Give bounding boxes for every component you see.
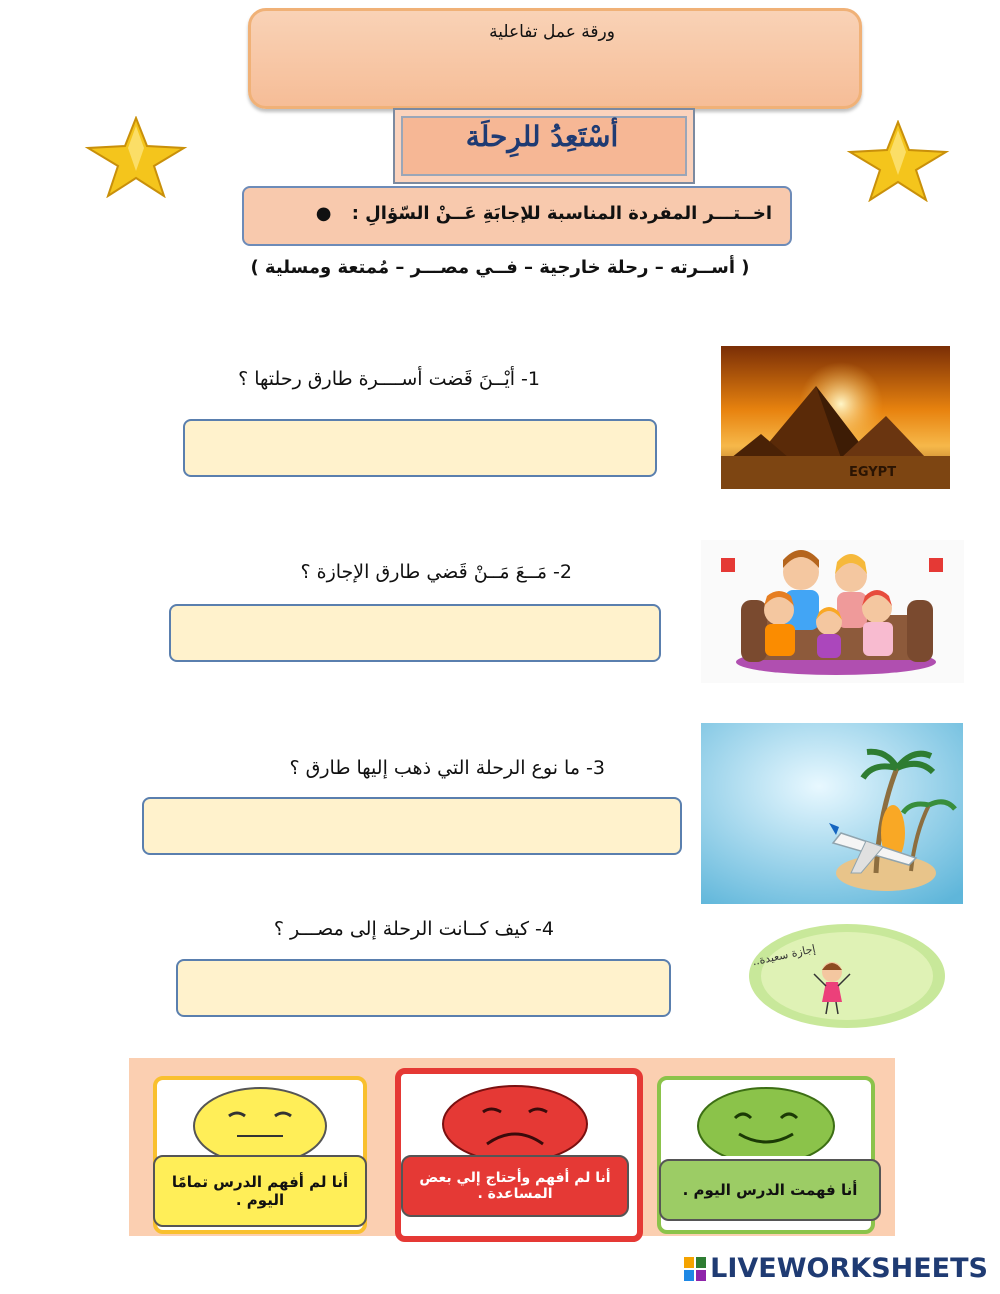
worksheet-subtitle: ورقة عمل تفاعلية [489,22,615,42]
feedback-label-happy: أنا فهمت الدرس اليوم . [659,1159,881,1221]
feedback-label-sad: أنا لم أفهم وأحتاج إلي بعض المساعدة . [401,1155,629,1217]
answer-field-3[interactable] [142,797,682,855]
egypt-label: EGYPT [849,465,897,480]
bullet-icon: ● [315,203,332,224]
question-3: 3- ما نوع الرحلة التي ذهب إليها طارق ؟ [289,757,605,779]
page-title: أسْتَعِدُ للرِحلَة [465,120,619,153]
question-4: 4- كيف كــانت الرحلة إلى مصـــر ؟ [273,918,554,940]
happy-holiday-plate-image [746,922,948,1030]
family-image [701,540,964,683]
star-icon-right [846,120,950,202]
answer-field-2[interactable] [169,604,661,662]
travel-island-image [701,723,963,904]
word-bank: ( أســرته – رحلة خارجية – فــي مصـــر – مُمتعة ومسلية ) [250,257,750,278]
egypt-pyramids-image [721,346,950,489]
liveworksheets-logo [684,1253,988,1284]
answer-field-4[interactable] [176,959,671,1017]
answer-field-1[interactable] [183,419,657,477]
instruction-text: اخــتـــر المفردة المناسبة للإجابَةِ عَــنْ السّؤالِ : ● [315,203,772,224]
neutral-face-icon [187,1084,333,1156]
feedback-label-neutral: أنا لم أفهم الدرس تمامًا اليوم . [153,1155,367,1227]
self-assessment-panel [129,1058,895,1236]
question-1: 1- أيْــنَ قَضت أســــرة طارق رحلتها ؟ [238,368,540,390]
happy-face-icon [691,1084,841,1156]
sad-face-icon [435,1080,595,1160]
star-icon-left [84,116,188,198]
holiday-plate-text: إجازة سعيدة.. [751,942,817,969]
brand-name: LIVEWORKSHEETS [710,1253,988,1284]
question-2: 2- مَــعَ مَــنْ قَضي طارق الإجازة ؟ [300,561,572,583]
liveworksheets-logo-icon [684,1257,706,1281]
